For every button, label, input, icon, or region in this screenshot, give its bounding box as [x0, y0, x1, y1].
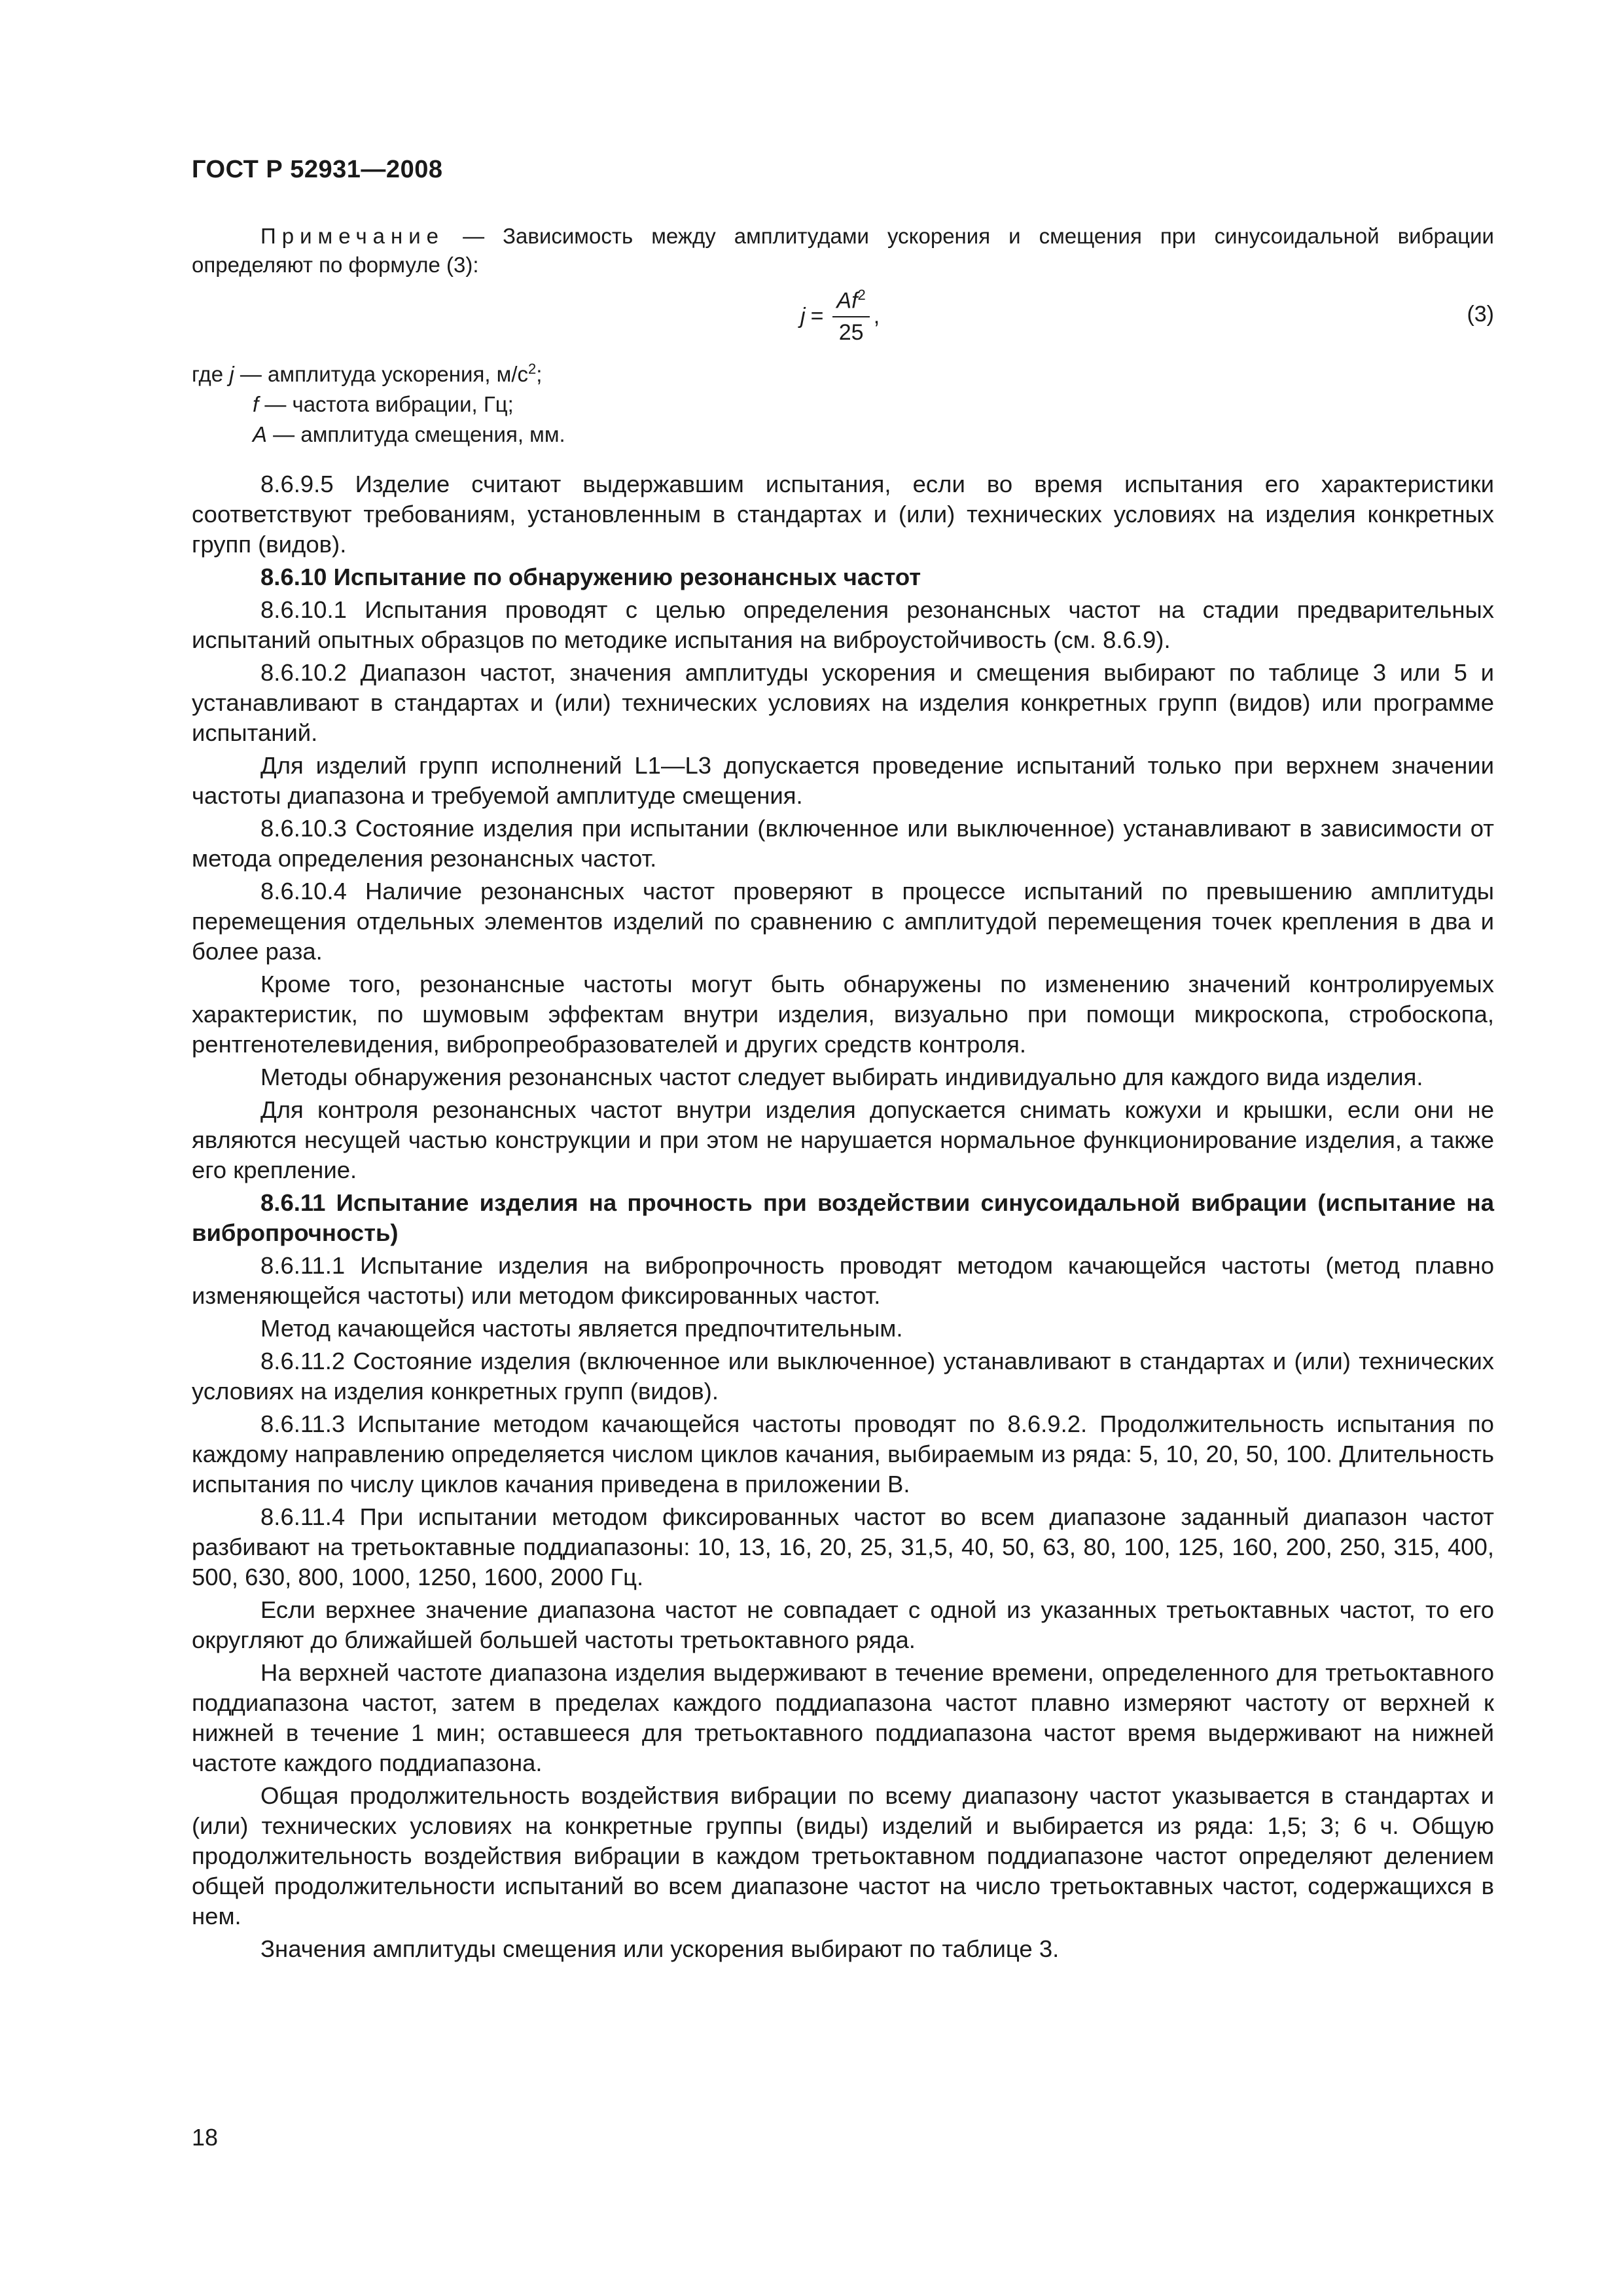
formula-definitions	[192, 354, 1494, 450]
paragraph-covers: Для контроля резонансных частот внутри изделия допускается снимать кожухи и крышки, если они не являются несущей частью конструкции и при этом не нарушается нормальное функционирование изделия, а также его крепление.	[192, 1096, 1494, 1183]
definition-f: f — частота вибрации, Гц;	[253, 392, 514, 416]
formula-number: (3)	[1467, 302, 1494, 327]
formula-comma: ,	[873, 303, 880, 329]
document-header: ГОСТ Р 52931—2008	[192, 156, 443, 183]
definition-a: А — амплитуда смещения, мм.	[253, 422, 565, 446]
paragraph-8-6-10-1: 8.6.10.1 Испытания проводят с целью определения резонансных частот на стадии предварительных испытаний опытных образцов по методике испытания на виброустойчивость (см. 8.6.9).	[192, 596, 1494, 653]
paragraph-8-6-11-3: 8.6.11.3 Испытание методом качающейся частоты проводят по 8.6.9.2. Продолжительность испытания по каждому направлению определяется числом циклов качания, выбираемым из ряда: 5, 10, 20, 50, 100. Длительность испытания по числу циклов качания приведена в приложении В.	[192, 1410, 1494, 1498]
paragraph-8-6-11-1: 8.6.11.1 Испытание изделия на вибропрочность проводят методом качающейся частоты (метод плавно изменяющейся частоты) или методом фиксированных частот.	[192, 1252, 1494, 1309]
paragraph-8-6-10-4: 8.6.10.4 Наличие резонансных частот проверяют в процессе испытаний по превышению амплитуды перемещения отдельных элементов изделий по сравнению с амплитудой перемещения точек крепления в два и более раза.	[192, 878, 1494, 965]
formula-equals: =	[810, 303, 824, 329]
paragraph-8-6-10-3: 8.6.10.3 Состояние изделия при испытании (включенное или выключенное) устанавливают в зависимости от метода определения резонансных частот.	[192, 815, 1494, 872]
paragraph-upper-frequency: На верхней частоте диапазона изделия выдерживают в течение времени, определенного для третьоктавного поддиапазона частот, затем в пределах каждого поддиапазона частот плавно измеряют частоту от верхней к нижней в течение 1 мин; оставшееся для третьоктавного поддиапазона частот время выдерживают на нижней частоте каждого поддиапазона.	[192, 1659, 1494, 1776]
formula-body	[800, 283, 880, 349]
paragraph-detection-methods: Кроме того, резонансные частоты могут быть обнаружены по изменению значений контролируемых характеристик, по шумовым эффектам внутри изделия, визуально при помощи микроскопа, стробоскопа, рентгенотелевидения, вибропреобразователей и других средств контроля.	[192, 971, 1494, 1058]
note-label: Примечание	[260, 224, 445, 248]
note-text: — Зависимость между амплитудами ускорения и смещения при синусоидальной вибрации определяют по формуле (3):	[192, 224, 1494, 277]
paragraph-rounding: Если верхнее значение диапазона частот не совпадает с одной из указанных третьоктавных частот, то его округляют до ближайшей большей частоты третьоктавного ряда.	[192, 1596, 1494, 1653]
paragraph-l1-l3: Для изделий групп исполнений L1—L3 допускается проведение испытаний только при верхнем значении частоты диапазона и требуемой амплитуде смещения.	[192, 752, 1494, 809]
paragraph-8-6-11-4: 8.6.11.4 При испытании методом фиксированных частот во всем диапазоне заданный диапазон частот разбивают на третьоктавные поддиапазоны: 10, 13, 16, 20, 25, 31,5, 40, 50, 63, 80, 100, 125, 160, 200, 250, 315, 400, 500, 630, 800, 1000, 1250, 1600, 2000 Гц.	[192, 1503, 1494, 1590]
paragraph-8-6-10-2: 8.6.10.2 Диапазон частот, значения амплитуды ускорения и смещения выбирают по таблице 3 или 5 и устанавливают в стандартах и (или) технических условиях на изделия конкретных групп (видов) или программе испытаний.	[192, 659, 1494, 746]
formula-3	[192, 283, 1494, 354]
formula-denominator: 25	[838, 320, 864, 346]
paragraph-preferred-method: Метод качающейся частоты является предпочтительным.	[260, 1315, 903, 1342]
paragraph-8-6-9-5: 8.6.9.5 Изделие считают выдержавшим испытания, если во время испытания его характеристики соответствуют требованиям, установленным в стандартах и (или) технических условиях на изделия конкретных групп (видов).	[192, 471, 1494, 558]
section-heading-8-6-10: 8.6.10 Испытание по обнаружению резонансных частот	[260, 564, 921, 590]
paragraph-total-duration: Общая продолжительность воздействия вибрации по всему диапазону частот указывается в стандартах и (или) технических условиях на конкретные группы (виды) изделий и выбирается из ряда: 1,5; 3; 6 ч. Общую продолжительность воздействия вибрации в каждом третьоктавном поддиапазоне частот определяют делением общей продолжительности испытаний во всем диапазоне частот на число третьоктавных частот, содержащихся в нем.	[192, 1782, 1494, 1929]
paragraph-method-selection: Методы обнаружения резонансных частот следует выбирать индивидуально для каждого вида изделия.	[260, 1064, 1423, 1090]
note-paragraph	[192, 222, 1494, 279]
formula-numerator: Af$^2$	[832, 287, 869, 317]
page-number: 18	[192, 2124, 219, 2151]
paragraph-table-3: Значения амплитуды смещения или ускорения выбирают по таблице 3.	[260, 1935, 1060, 1962]
formula-lhs: j	[800, 303, 806, 329]
definition-j: где j — амплитуда ускорения, $м/с^2$;	[192, 361, 543, 386]
section-heading-8-6-11: 8.6.11 Испытание изделия на прочность при воздействии синусоидальной вибрации (испытание на вибропрочность)	[192, 1189, 1494, 1246]
document-page	[192, 156, 1494, 1967]
formula-fraction	[832, 287, 869, 346]
paragraph-8-6-11-2: 8.6.11.2 Состояние изделия (включенное или выключенное) устанавливают в стандартах и (или) технических условиях на изделия конкретных групп (видов).	[192, 1348, 1494, 1405]
